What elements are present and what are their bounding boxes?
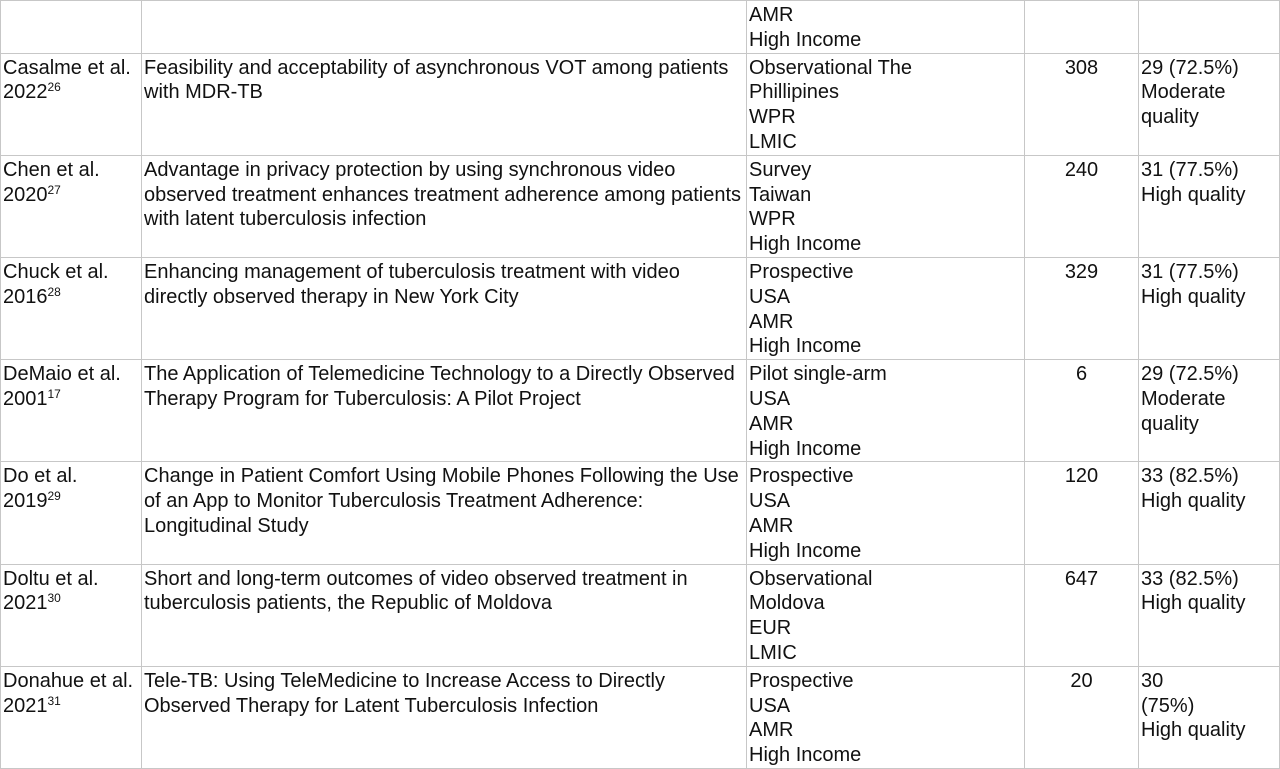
sample-size: 647 [1064,567,1099,590]
reference-number: 26 [47,80,61,95]
reference-number: 29 [47,489,61,504]
design-line: AMR [749,719,794,742]
study-title: Advantage in privacy protection by using synchronous video observed treatment enhances treatment adherence among patients with latent tuberculosis infection [144,158,742,231]
sample-size: 6 [1075,363,1088,386]
quality-line: 30 [1141,669,1164,692]
study-cell [1,257,142,359]
study-citation: Donahue et al. 2021 [3,669,134,717]
design-cell [747,462,1025,564]
quality-line: Moderate [1141,387,1226,410]
quality-line: High quality [1141,183,1246,206]
quality-cell [1139,257,1280,359]
title-cell [142,564,747,666]
design-line: Phillipines [749,81,840,104]
design-line: Observational [749,567,873,590]
design-line: Observational The [749,56,913,79]
design-line: AMR [749,310,794,333]
sample-size-cell [1025,360,1139,462]
table-row [1,564,1280,666]
design-line: WPR [749,106,796,129]
study-citation: Chuck et al. 2016 [3,260,109,308]
quality-line: Moderate [1141,81,1226,104]
study-citation: Do et al. 2019 [3,465,78,513]
design-line: Prospective [749,669,854,692]
design-line: WPR [749,208,796,231]
sample-size-cell [1025,257,1139,359]
study-citation: Casalme et al. 2022 [3,56,131,104]
study-cell [1,462,142,564]
design-line: LMIC [749,130,797,153]
sample-size-cell [1025,1,1139,54]
design-line: Prospective [749,260,854,283]
sample-size: 308 [1064,56,1099,79]
quality-line: 33 (82.5%) [1141,465,1239,488]
design-line: AMR [749,4,794,26]
design-line: Survey [749,158,812,181]
reference-number: 31 [47,693,61,708]
study-citation: Chen et al. 2020 [3,158,100,206]
table-row [1,462,1280,564]
quality-line: 31 (77.5%) [1141,158,1239,181]
study-cell [1,53,142,155]
quality-cell [1139,53,1280,155]
design-line: High Income [749,437,862,460]
study-cell [1,666,142,768]
study-cell [1,360,142,462]
title-cell [142,462,747,564]
design-line: LMIC [749,641,797,664]
title-cell [142,666,747,768]
study-title: Short and long-term outcomes of video observed treatment in tuberculosis patients, the Republic of Moldova [144,567,688,615]
design-line: High Income [749,539,862,562]
quality-line: (75%) [1141,694,1195,717]
reference-number: 17 [47,386,61,401]
design-line: AMR [749,412,794,435]
study-citation: Doltu et al. 2021 [3,567,99,615]
design-line: USA [749,490,791,513]
design-line: Moldova [749,592,825,615]
quality-line: quality [1141,106,1199,129]
quality-cell [1139,462,1280,564]
table-row [1,155,1280,257]
sample-size: 120 [1064,465,1099,488]
study-title: Enhancing management of tuberculosis treatment with video directly observed therapy in New York City [144,260,680,308]
quality-cell [1139,155,1280,257]
reference-number: 28 [47,284,61,299]
table-row [1,53,1280,155]
quality-line: quality [1141,412,1199,435]
reference-number: 27 [47,182,61,197]
quality-cell [1139,666,1280,768]
design-cell [747,155,1025,257]
design-line: AMR [749,514,794,537]
quality-line: High quality [1141,490,1246,513]
title-cell [142,1,747,54]
study-cell [1,1,142,54]
quality-cell [1139,1,1280,54]
sample-size-cell [1025,564,1139,666]
sample-size: 20 [1070,669,1093,692]
quality-line: High quality [1141,592,1246,615]
quality-line: 29 (72.5%) [1141,363,1239,386]
design-line: High Income [749,335,862,358]
sample-size-cell [1025,155,1139,257]
title-cell [142,53,747,155]
table-row [1,666,1280,768]
study-title: Tele-TB: Using TeleMedicine to Increase Access to Directly Observed Therapy for Latent Tuberculosis Infection [144,669,665,717]
design-cell [747,1,1025,54]
title-cell [142,360,747,462]
design-cell [747,257,1025,359]
study-title: Feasibility and acceptability of asynchronous VOT among patients with MDR-TB [144,56,729,104]
sample-size-cell [1025,53,1139,155]
quality-line: 29 (72.5%) [1141,56,1239,79]
quality-line: 33 (82.5%) [1141,567,1239,590]
quality-line: High quality [1141,285,1246,308]
title-cell [142,257,747,359]
design-cell [747,666,1025,768]
design-line: High Income [749,28,862,51]
design-line: High Income [749,233,862,256]
design-cell [747,53,1025,155]
table-row [1,360,1280,462]
design-line: Prospective [749,465,854,488]
design-line: USA [749,694,791,717]
design-line: USA [749,387,791,410]
table-row [1,257,1280,359]
design-cell [747,564,1025,666]
quality-cell [1139,360,1280,462]
study-cell [1,564,142,666]
title-cell [142,155,747,257]
reference-number: 30 [47,591,61,606]
design-line: EUR [749,617,792,640]
sample-size-cell [1025,462,1139,564]
quality-line: High quality [1141,719,1246,742]
study-citation: DeMaio et al. 2001 [3,363,121,410]
design-line: Taiwan [749,183,812,206]
design-line: High Income [749,744,862,767]
sample-size: 329 [1064,260,1099,283]
study-title: The Application of Telemedicine Technology to a Directly Observed Therapy Program for Tuberculosis: A Pilot Project [144,363,735,410]
quality-line: 31 (77.5%) [1141,260,1239,283]
table-row [1,1,1280,54]
study-cell [1,155,142,257]
sample-size-cell [1025,666,1139,768]
design-cell [747,360,1025,462]
design-line: USA [749,285,791,308]
sample-size: 240 [1064,158,1099,181]
quality-cell [1139,564,1280,666]
study-title: Change in Patient Comfort Using Mobile Phones Following the Use of an App to Monitor Tuberculosis Treatment Adherence: Longitudinal Study [144,465,739,537]
design-line: Pilot single-arm [749,363,887,386]
